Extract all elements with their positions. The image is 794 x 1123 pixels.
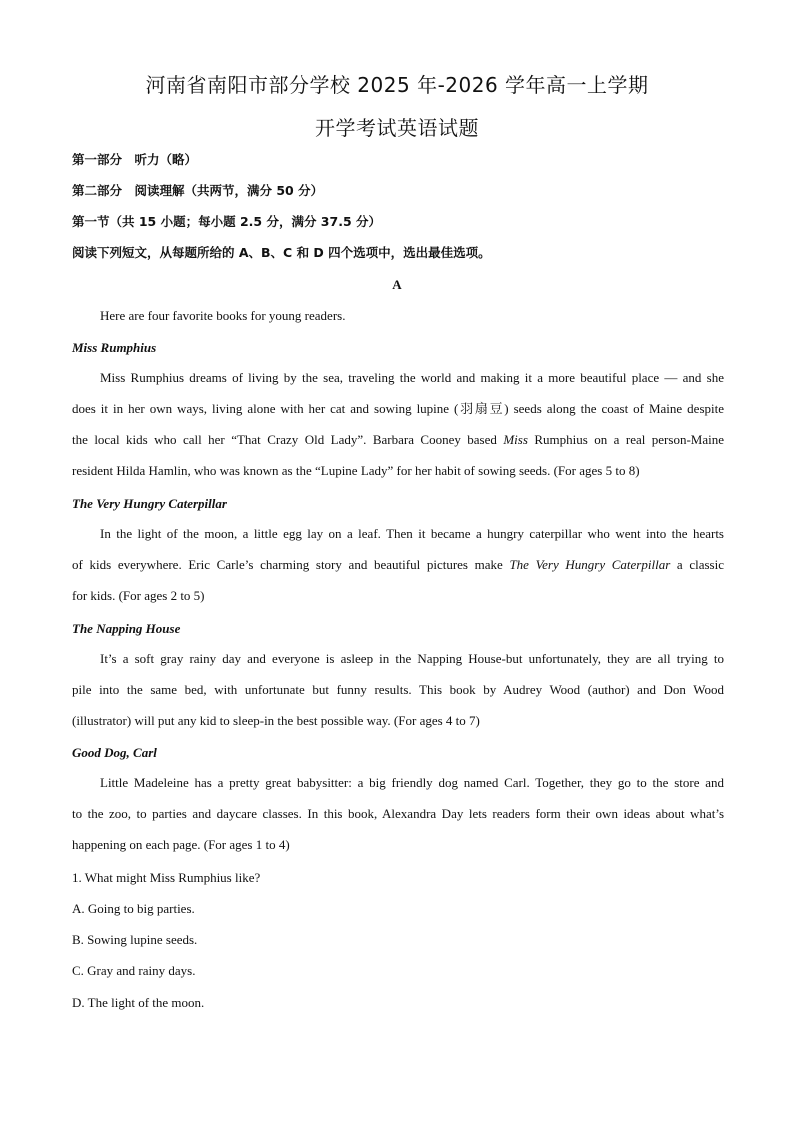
instruction-text: 阅读下列短文，从每题所给的 A、B、C 和 D 四个选项中，选出最佳选项。 bbox=[72, 245, 491, 260]
part1-heading: 第一部分 听力（略） bbox=[72, 152, 198, 167]
desc-line: for kids. (For ages 2 to 5) bbox=[72, 588, 205, 603]
question-1-option-a: A. Going to big parties. bbox=[72, 901, 195, 916]
inline-book-title: Miss bbox=[503, 432, 528, 447]
exam-title-line1: 河南省南阳市部分学校 2025 年-2026 学年高一上学期 bbox=[145, 73, 649, 97]
question-1-stem: 1. What might Miss Rumphius like? bbox=[72, 870, 261, 885]
exam-title-line2: 开学考试英语试题 bbox=[315, 116, 479, 140]
desc-line: Little Madeleine has a pretty great babysitter: a big friendly dog named Carl. Together, they go to the store and bbox=[100, 775, 724, 790]
desc-line: Miss Rumphius dreams of living by the sea, traveling the world and making it a more beautiful place — and she bbox=[100, 370, 724, 385]
desc-line: (illustrator) will put any kid to sleep-in the best possible way. (For ages 4 to 7) bbox=[72, 713, 480, 728]
question-1-option-c: C. Gray and rainy days. bbox=[72, 963, 196, 978]
part2-heading: 第二部分 阅读理解（共两节，满分 50 分） bbox=[72, 183, 324, 198]
book-title-very-hungry-caterpillar: The Very Hungry Caterpillar bbox=[72, 496, 227, 511]
book-title-napping-house: The Napping House bbox=[72, 621, 181, 636]
passage-intro: Here are four favorite books for young readers. bbox=[100, 308, 346, 323]
desc-line: of kids everywhere. Eric Carle’s charming story and beautiful pictures make The Very Hungry Caterpillar a classic bbox=[72, 557, 724, 572]
question-1-option-b: B. Sowing lupine seeds. bbox=[72, 932, 198, 947]
book-desc-very-hungry-caterpillar bbox=[72, 518, 724, 611]
desc-line: happening on each page. (For ages 1 to 4) bbox=[72, 837, 290, 852]
inline-book-title: The Very Hungry Caterpillar bbox=[509, 557, 671, 572]
desc-line: In the light of the moon, a little egg lay on a leaf. Then it became a hungry caterpillar who went into the hearts bbox=[100, 526, 724, 541]
desc-line: It’s a soft gray rainy day and everyone is asleep in the Napping House-but unfortunately, they are all trying to bbox=[100, 651, 724, 666]
book-desc-napping-house bbox=[72, 643, 724, 736]
book-desc-miss-rumphius bbox=[72, 362, 724, 486]
book-title-miss-rumphius: Miss Rumphius bbox=[72, 340, 157, 355]
desc-line: resident Hilda Hamlin, who was known as the “Lupine Lady” for her habit of sowing seeds. (For ages 5 to 8) bbox=[72, 463, 640, 478]
desc-line: to the zoo, to parties and daycare classes. In this book, Alexandra Day lets readers form their own ideas about what’s bbox=[72, 806, 724, 821]
question-1-option-d: D. The light of the moon. bbox=[72, 995, 205, 1010]
desc-line: does it in her own ways, living alone with her cat and sowing lupine (羽扇豆) seeds along the coast of Maine despite bbox=[72, 401, 724, 416]
book-title-good-dog-carl: Good Dog, Carl bbox=[72, 745, 157, 760]
desc-line: pile into the same bed, with unfortunate but funny results. This book by Audrey Wood (author) and Don Wood bbox=[72, 682, 724, 697]
passage-label: A bbox=[392, 277, 402, 292]
desc-line: the local kids who call her “That Crazy Old Lady”. Barbara Cooney based Miss Rumphius on a real person-Maine bbox=[72, 432, 724, 447]
book-desc-good-dog-carl bbox=[72, 767, 724, 860]
section1-heading: 第一节（共 15 小题；每小题 2.5 分，满分 37.5 分） bbox=[72, 214, 381, 229]
